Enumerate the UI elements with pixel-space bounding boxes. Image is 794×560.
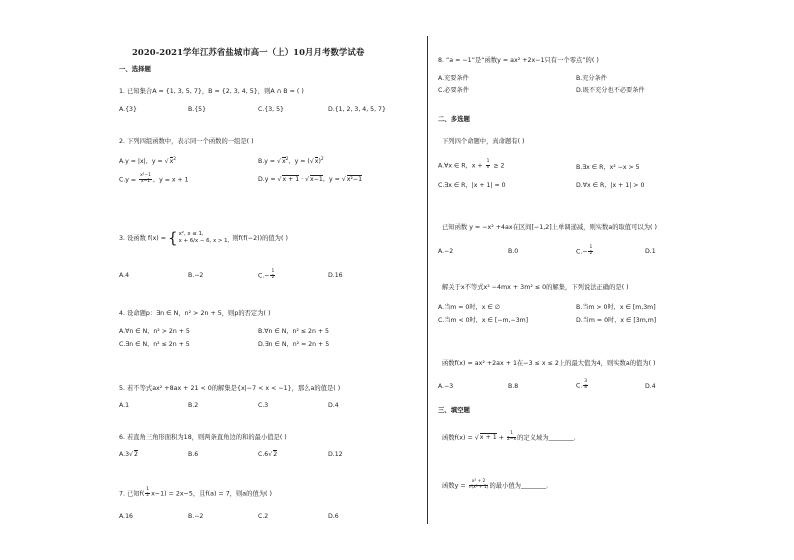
- question-8-option-c: C.必要条件: [438, 87, 470, 94]
- question-2-option-a: A.y = |x|，$y = √x^2$: [119, 157, 177, 165]
- question-12-option-c: C. $\frac{3}{8}$: [576, 379, 588, 390]
- question-5-option-b: B.2: [188, 402, 199, 409]
- question-2-option-b: $B.y = √x^2$，$y = (√x)^2$: [258, 157, 324, 165]
- question-13-stem: 函数f(x) = √x + 1 + $\frac{1}{2-x}$ 的定义域为________.: [442, 431, 576, 442]
- question-11-option-d: D.当m = 0时，x ∈ [3m,m]: [576, 317, 657, 324]
- question-6-option-b: B.6: [188, 451, 199, 458]
- question-5-stem: 5. 若不等式ax² +8ax + 21 < 0的解集是{x|−7 < x < −1}，那么a的值是( ): [119, 385, 341, 392]
- question-3-option-a: A.4: [119, 272, 130, 279]
- question-3-stem: 3. 设函数 f(x) = { x², x ≤ 1, x + 6/x − 6, x > 1, 则f(f(−2))的值为( ): [119, 229, 288, 247]
- question-3-option-d: D.16: [328, 272, 343, 279]
- question-5-option-a: A.1: [119, 402, 130, 409]
- column-divider: [427, 36, 428, 524]
- question-7-option-a: A.16: [119, 513, 133, 520]
- question-7-option-d: D.6: [328, 513, 339, 520]
- section-heading-fill-in: 三、填空题: [438, 406, 470, 414]
- question-4-stem: 4. 设命题p：∃n ∈ N，n² > 2n + 5，则p的否定为( ): [119, 310, 271, 317]
- question-4-option-a: A.∀n ∈ N，n² > 2n + 5: [119, 328, 190, 335]
- question-1-option-a: A.{3}: [119, 106, 137, 113]
- question-3-option-b: B.−2: [188, 272, 204, 279]
- question-12-option-d: D.4: [645, 383, 656, 390]
- question-5-option-c: C.3: [258, 402, 269, 409]
- question-6-option-d: D.12: [328, 451, 343, 458]
- page-title: 2020-2021学年江苏省盐城市高一（上）10月月考数学试卷: [132, 47, 365, 57]
- question-10-option-a: A.−2: [438, 248, 454, 255]
- question-14-stem: 函数y = $\frac{\text{x² + 2}}{\text{√(x² + 1)}}$ 的最小值为________.: [442, 479, 549, 490]
- question-1-option-c: C.{3, 5}: [258, 106, 284, 113]
- question-11-option-a: A.当m = 0时，x ∈ ∅: [438, 304, 501, 311]
- question-9-option-d: D.∀x ∈ R，|x + 1| > 0: [576, 182, 645, 189]
- question-2-stem: 2. 下列四组函数中，表示同一个函数的一组是( ): [119, 138, 254, 145]
- question-11-stem: 解关于x不等式x² −4mx + 3m² ≤ 0的解集，下列说法正确的是( ): [442, 284, 629, 291]
- question-8-option-b: B.充分条件: [576, 75, 607, 82]
- question-8-option-a: A.充要条件: [438, 75, 469, 82]
- question-4-option-b: B.∀n ∈ N，n² ≤ 2n + 5: [258, 328, 329, 335]
- question-12-option-a: A.−3: [438, 383, 454, 390]
- question-11-option-b: B.当m > 0时，x ∈ [m,3m]: [576, 304, 656, 311]
- section-heading-single-choice: 一、选择题: [119, 65, 151, 73]
- question-3-option-c: C.− $\frac{1}{2}$: [258, 269, 275, 280]
- question-6-stem: 6. 若直角三角形面积为18，则两条直角边的和的最小值是( ): [119, 434, 287, 441]
- question-7-option-b: B.−2: [188, 513, 204, 520]
- question-2-option-c: C.y = $\frac{\text{x²−1}}{x-1}$ ，y = x + 1: [119, 173, 189, 184]
- question-1-stem: 1. 已知集合A = {1, 3, 5, 7}，B = {2, 3, 4, 5}，则A ∩ B = ( ): [119, 88, 304, 95]
- question-9-stem: 下列四个命题中，真命题有( ): [442, 138, 525, 145]
- question-12-stem: 函数f(x) = ax² +2ax + 1在−3 ≤ x ≤ 2上的最大值为4，则实数a的值为( ): [442, 360, 656, 367]
- question-5-option-d: D.4: [328, 402, 339, 409]
- question-9-option-b: B.∃x ∈ R，x² −x > 5: [576, 164, 640, 171]
- question-1-option-b: B.{5}: [188, 106, 207, 113]
- question-6-option-c: C.6√2: [258, 451, 278, 458]
- question-11-option-c: C.当m < 0时，x ∈ [−m,−3m]: [438, 317, 529, 324]
- question-12-option-b: B.8: [508, 383, 519, 390]
- question-9-option-c: C.∃x ∈ R，|x + 1| = 0: [438, 182, 506, 189]
- question-1-option-d: D.{1, 2, 3, 4, 5, 7}: [328, 106, 386, 113]
- question-10-option-c: C.− $\frac{1}{2}$: [576, 245, 593, 256]
- question-10-option-d: D.1: [645, 248, 656, 255]
- question-9-option-a: A.∀x ∈ R，x + $\frac{1}{x}$ ≥ 2: [438, 159, 505, 170]
- question-2-option-d: D.y = √x + 1 · √x−1，y = √x²−1: [258, 176, 363, 183]
- question-4-option-c: C.∃n ∈ N，n² ≤ 2n + 5: [119, 341, 190, 348]
- question-10-stem: 已知函数 y = −x² +4ax在区间[−1,2]上单调递减，则实数a的取值可以为( ): [442, 224, 657, 231]
- section-heading-multiple-choice: 二、多选题: [438, 115, 470, 123]
- question-10-option-b: B.0: [508, 248, 519, 255]
- question-8-option-d: D.既不充分也不必要条件: [576, 87, 645, 94]
- question-8-stem: 8. “a = −1”是“函数y = ax² +2x−1只有一个零点”的( ): [438, 57, 599, 64]
- question-6-option-a: A.3√2: [119, 451, 138, 458]
- question-7-option-c: C.2: [258, 513, 269, 520]
- question-4-option-d: D.∃n ∈ N，n² = 2n + 5: [258, 341, 330, 348]
- question-7-stem: 7. 已知f( $\frac{1}{2}$ x−1) = 2x−5，且f(a) = 7，则a的值为( ): [119, 487, 272, 498]
